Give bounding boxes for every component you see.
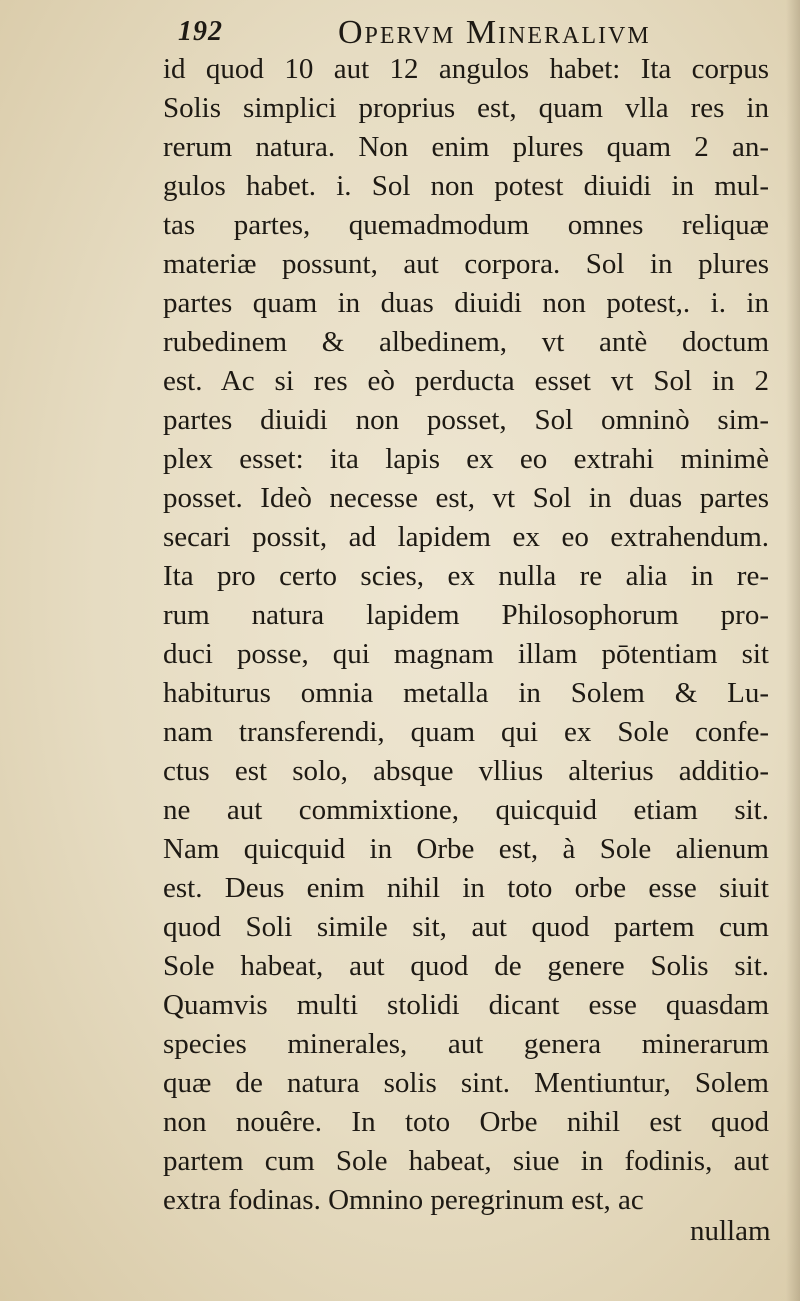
text-line: rubedinem & albedinem, vt antè doctum bbox=[163, 326, 769, 358]
text-line: id quod 10 aut 12 angulos habet: Ita corpus bbox=[163, 53, 769, 85]
page-edge-shadow bbox=[786, 0, 800, 1301]
text-line: habiturus omnia metalla in Solem & Lu- bbox=[163, 677, 769, 709]
text-line: partem cum Sole habeat, siue in fodinis, aut bbox=[163, 1145, 769, 1177]
text-line: materiæ possunt, aut corpora. Sol in plures bbox=[163, 248, 769, 280]
text-line: plex esset: ita lapis ex eo extrahi minimè bbox=[163, 443, 769, 475]
text-line: quæ de natura solis sint. Mentiuntur, Solem bbox=[163, 1067, 769, 1099]
text-line: est. Deus enim nihil in toto orbe esse siuit bbox=[163, 872, 769, 904]
text-line: Quamvis multi stolidi dicant esse quasdam bbox=[163, 989, 769, 1021]
page-header bbox=[178, 14, 738, 54]
page-number: 192 bbox=[178, 16, 223, 47]
text-line: duci posse, qui magnam illam pōtentiam sit bbox=[163, 638, 769, 670]
text-line: est. Ac si res eò perducta esset vt Sol in 2 bbox=[163, 365, 769, 397]
text-line: extra fodinas. Omnino peregrinum est, ac bbox=[163, 1184, 644, 1216]
running-head: Opervm Mineralivm bbox=[338, 14, 651, 51]
text-line: Nam quicquid in Orbe est, à Sole alienum bbox=[163, 833, 769, 865]
text-line: nam transferendi, quam qui ex Sole confe- bbox=[163, 716, 769, 748]
text-line: Ita pro certo scies, ex nulla re alia in re- bbox=[163, 560, 769, 592]
catchword: nullam bbox=[690, 1215, 771, 1247]
text-line: rerum natura. Non enim plures quam 2 an- bbox=[163, 131, 769, 163]
body-text bbox=[163, 50, 769, 1220]
text-line: secari possit, ad lapidem ex eo extrahendum. bbox=[163, 521, 769, 553]
text-line: species minerales, aut genera minerarum bbox=[163, 1028, 769, 1060]
text-line: ctus est solo, absque vllius alterius additio- bbox=[163, 755, 769, 787]
text-line: posset. Ideò necesse est, vt Sol in duas partes bbox=[163, 482, 769, 514]
text-line: non nouêre. In toto Orbe nihil est quod bbox=[163, 1106, 769, 1138]
text-line: Solis simplici proprius est, quam vlla res in bbox=[163, 92, 769, 124]
text-line: partes quam in duas diuidi non potest,. i. in bbox=[163, 287, 769, 319]
text-line: partes diuidi non posset, Sol omninò sim- bbox=[163, 404, 769, 436]
text-line: rum natura lapidem Philosophorum pro- bbox=[163, 599, 769, 631]
text-line: tas partes, quemadmodum omnes reliquæ bbox=[163, 209, 769, 241]
text-line: Sole habeat, aut quod de genere Solis sit. bbox=[163, 950, 769, 982]
text-line: gulos habet. i. Sol non potest diuidi in mul- bbox=[163, 170, 769, 202]
text-line: ne aut commixtione, quicquid etiam sit. bbox=[163, 794, 769, 826]
text-line: quod Soli simile sit, aut quod partem cum bbox=[163, 911, 769, 943]
